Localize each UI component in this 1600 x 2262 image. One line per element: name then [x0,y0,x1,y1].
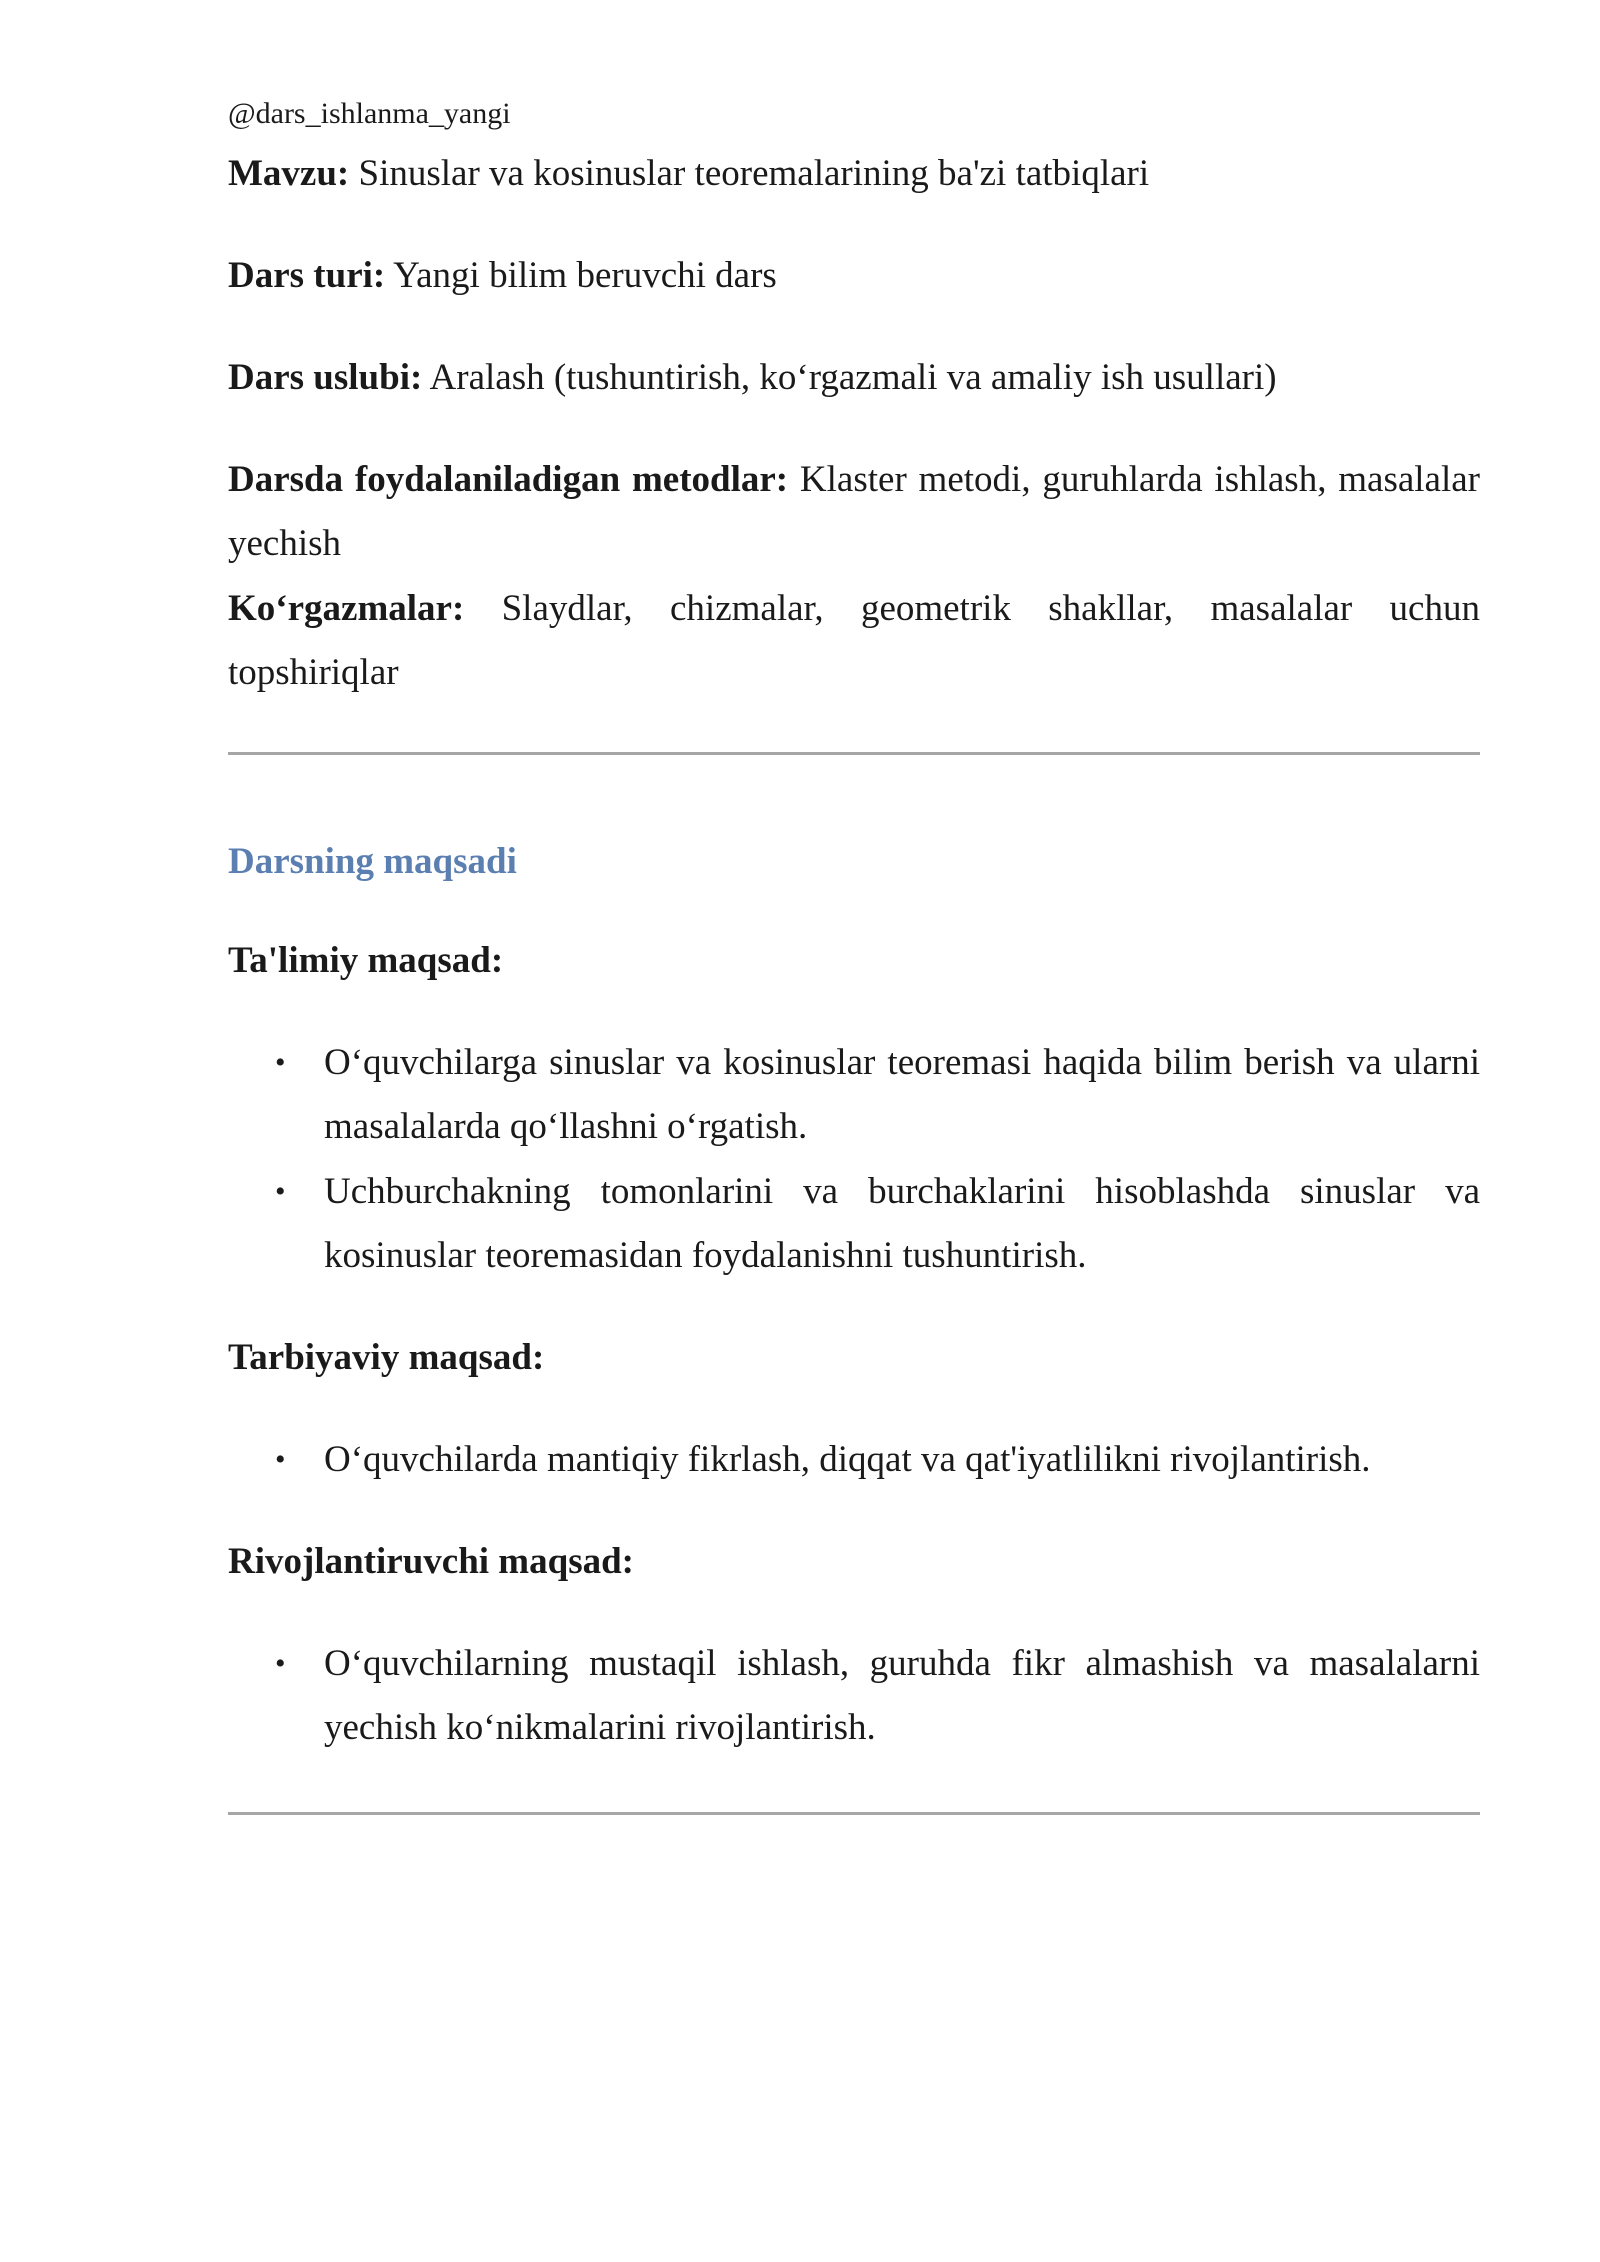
topic-label: Mavzu: [228,153,350,194]
bullet-icon: • [275,1046,286,1079]
lesson-type-value: Yangi bilim beruvchi dars [393,255,777,296]
section-heading: Darsning maqsadi [228,841,517,882]
visuals-word: Slaydlar, [501,588,633,629]
visuals-row [228,577,1480,641]
methods-label: Darsda foydalaniladigan metodlar: [228,459,789,500]
list-item [228,1428,1480,1492]
list-item-text: O‘quvchilarga sinuslar va kosinuslar teoremasi haqida bilim berish va ularni masalalarda qo‘llashni o‘rgatish. [324,1042,1480,1147]
list-item-text: O‘quvchilarning mustaqil ishlash, guruhda fikr almashish va masalalarni yechish ko‘nikmalarini rivojlantirish. [324,1643,1480,1748]
upbringing-goal-heading: Tarbiyaviy maqsad: [228,1337,545,1378]
lesson-style-value: Aralash (tushuntirish, ko‘rgazmali va amaliy ish usullari) [429,357,1277,398]
list-item [228,1632,1480,1760]
lesson-style-line [228,346,1480,410]
methods-value: Klaster metodi, guruhlarda ishlash, masalalar yechish [228,459,1480,564]
visuals-word: uchun [1389,588,1480,629]
list-item-text: Uchburchakning tomonlarini va burchaklarini hisoblashda sinuslar va kosinuslar teoremasidan foydalanishni tushuntirish. [324,1171,1480,1276]
visuals-label: Ko‘rgazmalar: [228,588,465,629]
visuals-word: chizmalar, [670,588,824,629]
visuals-word: masalalar [1210,588,1353,629]
visuals-value-last: topshiriqlar [228,652,399,693]
list-item-text: O‘quvchilarda mantiqiy fikrlash, diqqat va qat'iyatlilikni rivojlantirish. [324,1439,1371,1480]
divider [228,1812,1480,1815]
divider [228,752,1480,755]
channel-handle: @dars_ishlanma_yangi [228,97,511,130]
educational-goal-heading: Ta'limiy maqsad: [228,940,504,981]
bullet-icon: • [275,1175,286,1208]
visuals-word: shakllar, [1048,588,1174,629]
bullet-icon: • [275,1647,286,1680]
visuals-word: geometrik [860,588,1011,629]
lesson-type-line [228,244,1480,308]
lesson-style-label: Dars uslubi: [228,357,423,398]
topic-line [228,142,1480,206]
developmental-goal-heading: Rivojlantiruvchi maqsad: [228,1541,635,1582]
bullet-icon: • [275,1443,286,1476]
visuals-line [228,577,1480,705]
topic-value: Sinuslar va kosinuslar teoremalarining ba'zi tatbiqlari [358,153,1150,194]
list-item [228,1031,1480,1159]
methods-line [228,448,1480,576]
lesson-type-label: Dars turi: [228,255,386,296]
list-item [228,1160,1480,1288]
